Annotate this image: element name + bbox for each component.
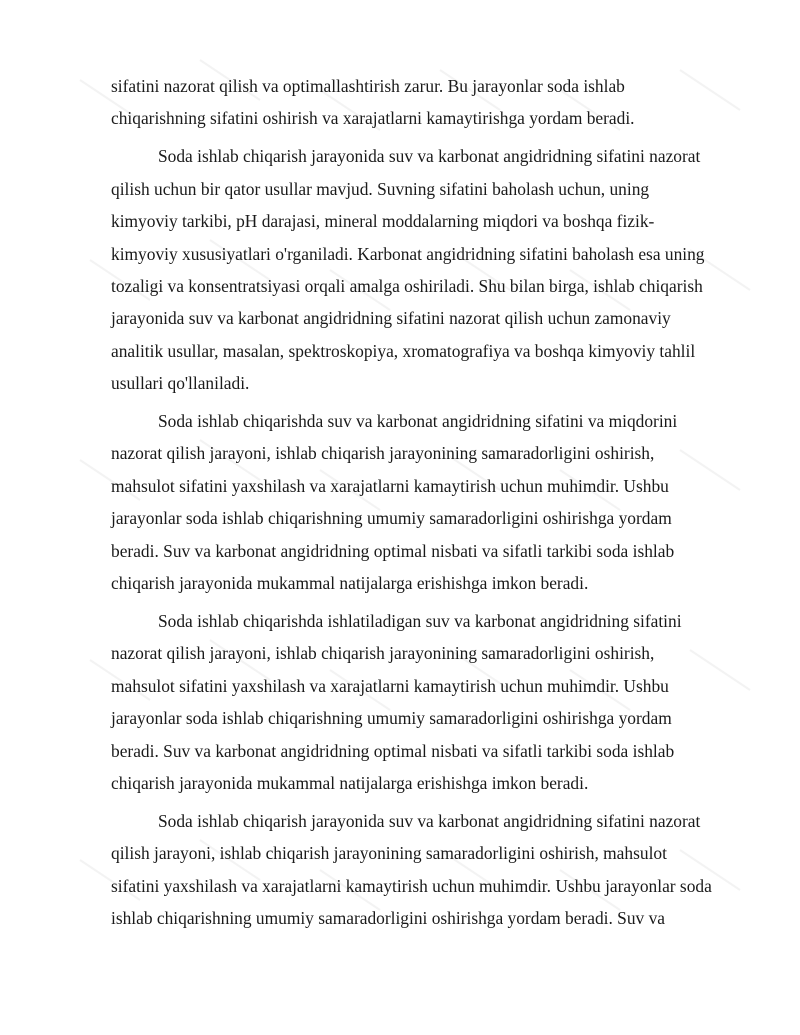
text-line: qilish jarayoni, ishlab chiqarish jarayonining samaradorligini oshirish, mahsulot (111, 843, 667, 864)
text-line: qilish uchun bir qator usullar mavjud. Suvning sifatini baholash uchun, uning (111, 178, 650, 199)
text-line: kimyoviy tarkibi, pH darajasi, mineral moddalarning miqdori va boshqa fizik- (111, 211, 655, 232)
text-line: beradi. Suv va karbonat angidridning optimal nisbati va sifatli tarkibi soda ishlab (111, 740, 675, 761)
text-line: Soda ishlab chiqarishda suv va karbonat angidridning sifatini va miqdorini (158, 411, 678, 432)
text-line: tozaligi va konsentratsiyasi orqali amalga oshiriladi. Shu bilan birga, ishlab chiqarish (111, 275, 703, 296)
text-line: chiqarishning sifatini oshirish va xarajatlarni kamaytirishga yordam beradi. (111, 108, 635, 129)
text-line: jarayonlar soda ishlab chiqarishning umumiy samaradorligini oshirishga yordam (111, 508, 672, 529)
body-text (111, 70, 751, 935)
paragraph-4 (111, 605, 751, 799)
text-line: usullari qo'llaniladi. (111, 373, 250, 394)
text-line: beradi. Suv va karbonat angidridning optimal nisbati va sifatli tarkibi soda ishlab (111, 540, 675, 561)
text-line: chiqarish jarayonida mukammal natijalarga erishishga imkon beradi. (111, 573, 589, 594)
paragraph-5 (111, 805, 751, 935)
text-line: mahsulot sifatini yaxshilash va xarajatlarni kamaytirish uchun muhimdir. Ushbu (111, 675, 669, 696)
text-line: chiqarish jarayonida mukammal natijalarga erishishga imkon beradi. (111, 773, 589, 794)
text-line: nazorat qilish jarayoni, ishlab chiqarish jarayonining samaradorligini oshirish, (111, 643, 655, 664)
text-line: kimyoviy xususiyatlari o'rganiladi. Karbonat angidridning sifatini baholash esa uning (111, 243, 705, 264)
text-line: sifatini yaxshilash va xarajatlarni kamaytirish uchun muhimdir. Ushbu jarayonlar soda (111, 875, 712, 896)
paragraph-3 (111, 405, 751, 599)
text-line: jarayonida suv va karbonat angidridning sifatini nazorat qilish uchun zamonaviy (111, 308, 671, 329)
text-line: jarayonlar soda ishlab chiqarishning umumiy samaradorligini oshirishga yordam (111, 708, 672, 729)
text-line: mahsulot sifatini yaxshilash va xarajatlarni kamaytirish uchun muhimdir. Ushbu (111, 475, 669, 496)
text-line: Soda ishlab chiqarish jarayonida suv va karbonat angidridning sifatini nazorat (158, 146, 701, 167)
paragraph-2 (111, 140, 751, 399)
text-line: Soda ishlab chiqarish jarayonida suv va karbonat angidridning sifatini nazorat (158, 810, 701, 831)
text-line: analitik usullar, masalan, spektroskopiya, xromatografiya va boshqa kimyoviy tahlil (111, 340, 696, 361)
paragraph-1 (111, 70, 751, 135)
text-line: Soda ishlab chiqarishda ishlatiladigan suv va karbonat angidridning sifatini (158, 611, 682, 631)
text-line: sifatini nazorat qilish va optimallashtirish zarur. Bu jarayonlar soda ishlab (111, 76, 625, 96)
text-line: nazorat qilish jarayoni, ishlab chiqarish jarayonining samaradorligini oshirish, (111, 443, 655, 464)
text-line: ishlab chiqarishning umumiy samaradorligini oshirishga yordam beradi. Suv va (111, 908, 665, 929)
